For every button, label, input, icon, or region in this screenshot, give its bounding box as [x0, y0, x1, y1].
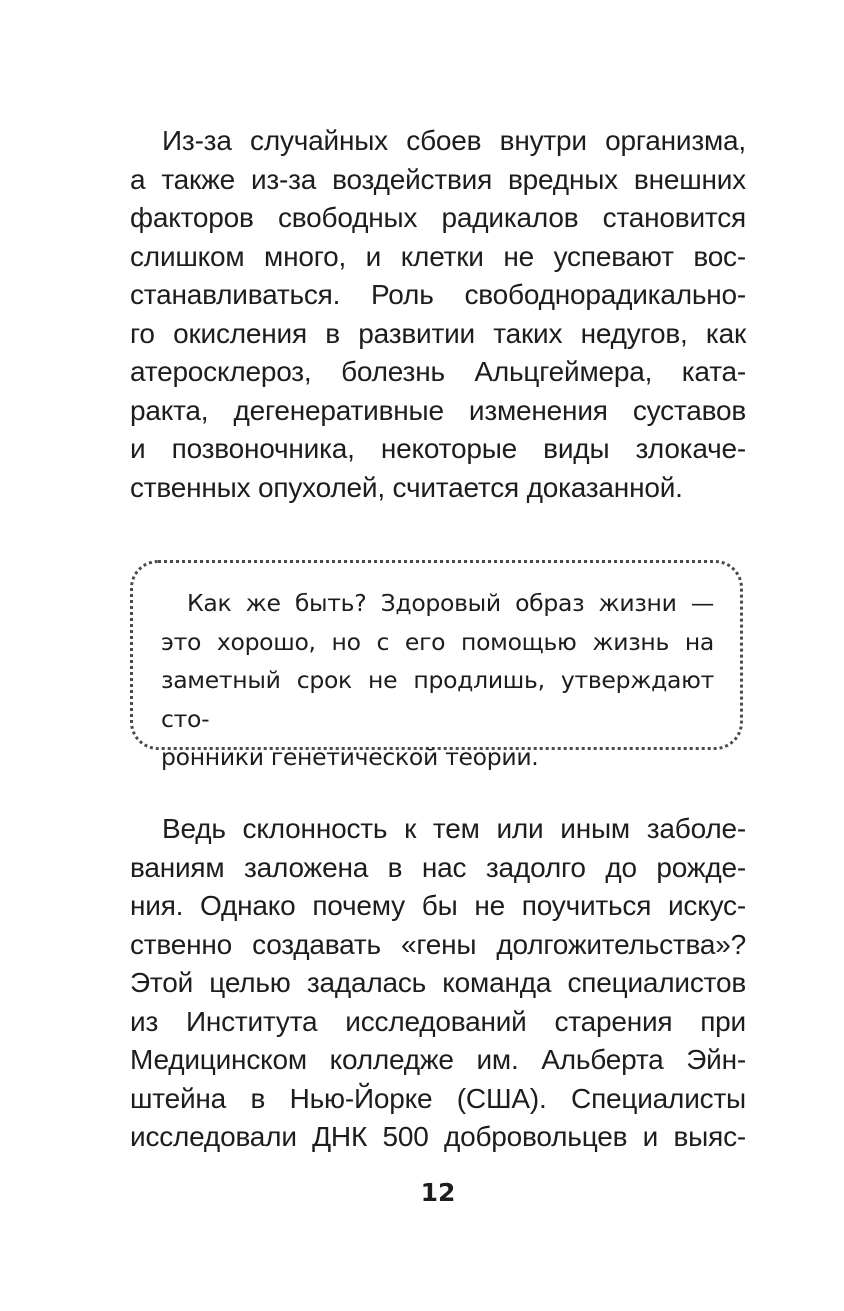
text-line: Из-за случайных сбоев внутри организма,	[162, 125, 746, 156]
text-line: ронники генетической теории.	[161, 743, 539, 771]
text-line: Ведь склонность к тем или иным заболе-	[162, 813, 746, 844]
text-line: а также из-за воздействия вредных внешних	[130, 163, 746, 195]
text-line: ракта, дегенеративные изменения суставов	[130, 394, 746, 426]
text-line: слишком много, и клетки не успевают вос-	[130, 240, 746, 272]
callout-box	[130, 560, 743, 771]
text-line: ваниям заложена в нас задолго до рожде-	[130, 851, 746, 883]
paragraph-closing	[130, 810, 746, 1157]
text-line: Этой целью задалась команда специалистов	[130, 967, 746, 998]
text-line: это хорошо, но с его помощью жизнь на	[161, 627, 714, 656]
text-line: ния. Однако почему бы не поучиться искус-	[130, 890, 746, 921]
text-line: заметный срок не продлишь, утверждают сто-	[161, 666, 714, 733]
text-line: ственных опухолей, считается доказанной.	[130, 471, 683, 503]
text-line: исследовали ДНК 500 добровольцев и выяс-	[130, 1121, 746, 1152]
text-line: атеросклероз, болезнь Альцгеймера, ката-	[130, 356, 746, 387]
page-number: 12	[420, 1178, 456, 1207]
text-line: ственно создавать «гены долгожительства»?	[130, 928, 746, 960]
text-line: Как же быть? Здоровый образ жизни —	[187, 589, 714, 617]
text-line: из Института исследований старения при	[130, 1005, 746, 1037]
paragraph-opening	[130, 122, 746, 507]
text-line: го окисления в развитии таких недугов, как	[130, 317, 746, 349]
text-line: факторов свободных радикалов становится	[130, 202, 746, 233]
text-line: штейна в Нью-Йорке (США). Специалисты	[130, 1082, 746, 1114]
text-line: Медицинском колледже им. Альберта Эйн-	[130, 1044, 746, 1075]
text-line: и позвоночника, некоторые виды злокаче-	[130, 433, 746, 464]
text-line: станавливаться. Роль свободнорадикально-	[130, 279, 746, 310]
